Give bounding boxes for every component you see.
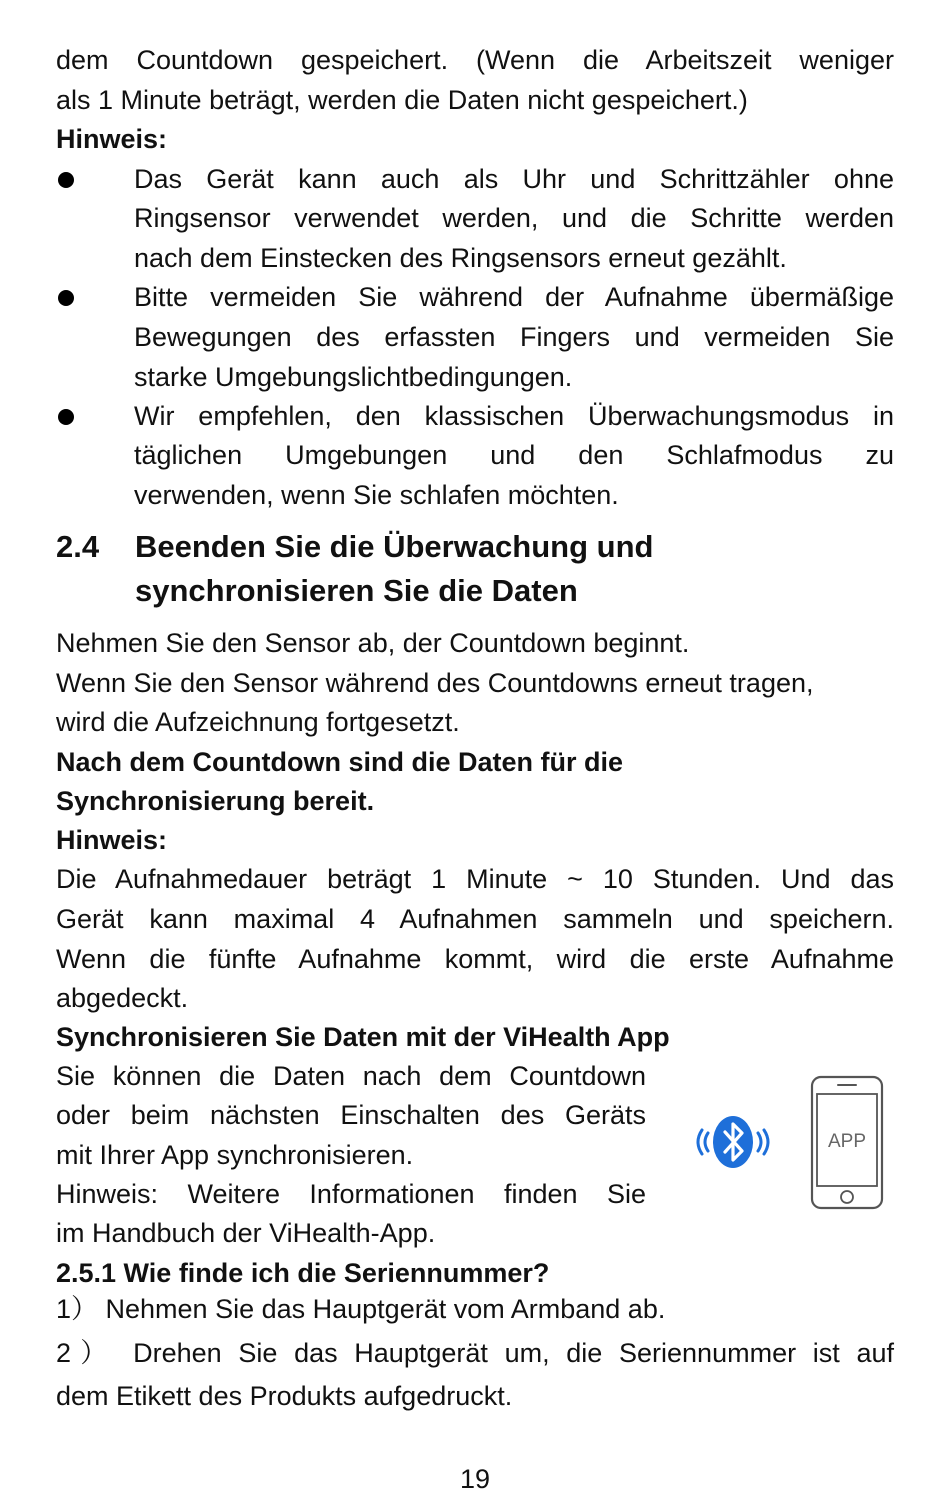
bullet-text-line: Bitte vermeiden Sie während der Aufnahme übermäßige bbox=[134, 282, 894, 312]
bold-statement: Synchronisierung bereit. bbox=[56, 786, 375, 816]
page-number: 19 bbox=[459, 1464, 491, 1494]
bullet-text-line: Ringsensor verwendet werden, und die Schritte werden bbox=[134, 203, 894, 233]
sync-text-line: im Handbuch der ViHealth-App. bbox=[56, 1218, 436, 1248]
subsection-heading: 2.5.1 Wie finde ich die Seriennummer? bbox=[56, 1258, 550, 1288]
bullet-dot bbox=[58, 290, 74, 306]
intro-line: als 1 Minute beträgt, werden die Daten nicht gespeichert.) bbox=[56, 85, 748, 115]
body-paragraph: wird die Aufzeichnung fortgesetzt. bbox=[56, 707, 460, 737]
bullet-text-line: täglichen Umgebungen und den Schlafmodus zu bbox=[134, 440, 894, 470]
note-text-line: abgedeckt. bbox=[56, 983, 189, 1013]
sync-text-line: Hinweis: Weitere Informationen finden Sie bbox=[56, 1181, 646, 1208]
body-paragraph: Nehmen Sie den Sensor ab, der Countdown beginnt. bbox=[56, 628, 690, 658]
bullet-text-line: Bewegungen des erfassten Fingers und vermeiden Sie bbox=[134, 322, 894, 352]
body-paragraph: Wenn Sie den Sensor während des Countdowns erneut tragen, bbox=[56, 668, 814, 698]
note-text-line: Die Aufnahmedauer beträgt 1 Minute ~ 10 Stunden. Und das bbox=[56, 864, 894, 894]
bullet-text-line: starke Umgebungslichtbedingungen. bbox=[134, 362, 573, 392]
section-number: 2.4 bbox=[56, 529, 100, 564]
sync-text-line: mit Ihrer App synchronisieren. bbox=[56, 1140, 414, 1170]
bullet-text-line: nach dem Einstecken des Ringsensors erneut gezählt. bbox=[134, 243, 787, 273]
section-title: Beenden Sie die Überwachung und bbox=[135, 529, 654, 564]
sync-heading: Synchronisieren Sie Daten mit der ViHealth App bbox=[56, 1022, 670, 1052]
sync-illustration bbox=[680, 1072, 900, 1217]
app-label: APP bbox=[827, 1131, 867, 1152]
intro-line: dem Countdown gespeichert. (Wenn die Arbeitszeit weniger bbox=[56, 45, 894, 75]
note-heading: Hinweis: bbox=[56, 825, 168, 855]
step-text: 2） Drehen Sie das Hauptgerät um, die Seriennummer ist auf bbox=[56, 1338, 894, 1368]
bullet-text-line: verwenden, wenn Sie schlafen möchten. bbox=[134, 480, 619, 510]
bullet-dot bbox=[58, 172, 74, 188]
bullet-dot bbox=[58, 409, 74, 425]
bullet-text-line: Das Gerät kann auch als Uhr und Schrittzähler ohne bbox=[134, 164, 894, 194]
step-text: 1） Nehmen Sie das Hauptgerät vom Armband ab. bbox=[56, 1294, 666, 1324]
note-text-line: Wenn die fünfte Aufnahme kommt, wird die erste Aufnahme bbox=[56, 944, 894, 974]
step-text: dem Etikett des Produkts aufgedruckt. bbox=[56, 1381, 513, 1411]
section-title: synchronisieren Sie die Daten bbox=[135, 573, 578, 608]
sync-text-line: oder beim nächsten Einschalten des Geräts bbox=[56, 1102, 646, 1129]
sync-text-line: Sie können die Daten nach dem Countdown bbox=[56, 1063, 646, 1090]
bullet-text-line: Wir empfehlen, den klassischen Überwachungsmodus in bbox=[134, 401, 894, 431]
phone-icon bbox=[812, 1077, 882, 1208]
bold-statement: Nach dem Countdown sind die Daten für die bbox=[56, 747, 624, 777]
note-heading: Hinweis: bbox=[56, 124, 168, 154]
note-text-line: Gerät kann maximal 4 Aufnahmen sammeln und speichern. bbox=[56, 904, 894, 934]
bluetooth-icon bbox=[698, 1116, 768, 1168]
